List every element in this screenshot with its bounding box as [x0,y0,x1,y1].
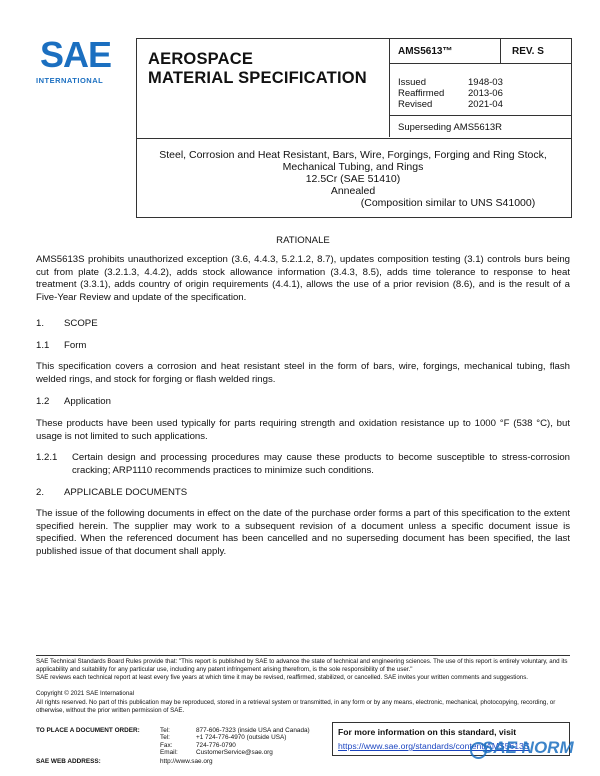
footer-rules-text: SAE Technical Standards Board Rules provide that: "This report is published by SAE to advance the state of technical and engineering sciences. The use of this report is entirely voluntary, and its applicability and suitability for any particular use, including any patent infringement arising therefrom, is the sole responsibility of the user." [36,658,568,673]
document-number: AMS5613™ [398,46,453,57]
copyright-text: Copyright © 2021 SAE International [36,690,135,697]
sae-logo [34,36,124,86]
footer-divider [36,655,570,656]
rights-text: All rights reserved. No part of this publication may be reproduced, stored in a retrieval system or transmitted, in any form or by any means, electronic, mechanical, photocopying, recording, or otherwise, without the prior written permission of SAE. [36,699,556,714]
web-link[interactable]: http://www.sae.org [160,758,213,765]
revision-label: REV. S [512,46,544,57]
watermark-text: SAE NORM [482,738,574,757]
section-2-heading: 2. APPLICABLE DOCUMENTS [36,487,188,498]
section-1-2-1-number: 1.2.1 [36,452,58,463]
section-1-2-1-text: Certain design and processing procedures may cause these products to become susceptible to stress-corrosion cracking; ARP1110 recommends practices to minimize such conditions. [72,452,570,476]
order-contact: TO PLACE A DOCUMENT ORDER: Tel: 877-606-7323 (inside USA and Canada) Tel: +1 724-776-4970 (outside USA) Fax: 724-776-0790 Email: CustomerService@sae.org [36,727,310,757]
section-1-2-heading: 1.2 Application [36,396,111,407]
document-type-title: AEROSPACE MATERIAL SPECIFICATION [148,50,367,87]
logo-subtitle: INTERNATIONAL [36,76,104,85]
section-1-2-text: These products have been used typically for parts requiring strength and oxidation resistance up to 1000 °F (538 °C), but usage is not limited to such applications. [36,418,570,442]
logo-text: SAE [40,34,112,75]
superseding-note: Superseding AMS5613R [398,122,503,133]
footer-review-text: SAE reviews each technical report at least every five years at which time it may be revised, reaffirmed, stabilized, or cancelled. SAE invites your written comments and suggestions. [36,674,529,681]
section-1-1-text: This specification covers a corrosion and heat resistant steel in the form of bars, wire, forgings, mechanical tubing, flash welded rings, and stock for forging or flash welded rings. [36,361,570,385]
section-1-heading: 1. SCOPE [36,318,98,329]
subject-title: Steel, Corrosion and Heat Resistant, Bars, Wire, Forgings, Forging and Ring Stock, Mechanical Tubing, and Rings 12.5Cr (SAE 51410) Annealed (Composition similar to UNS S41000) [159,149,547,209]
web-address: SAE WEB ADDRESS: http://www.sae.org [36,758,213,765]
document-dates: Issued 1948-03 Reaffirmed 2013-06 Revised 2021-04 [398,77,503,110]
email-link[interactable]: CustomerService@sae.org [196,749,273,757]
info-box-title: For more information on this standard, visit [338,727,517,737]
rationale-text: AMS5613S prohibits unauthorized exception (3.6, 4.4.3, 5.2.1.2, 8.7), updates composition testing (3.1) controls burs being cut from plate (3.2.1.3, 4.4.2), adds stock allowance information (3.4.3, 8.5), adds time tolerance to response to heat treatment (3.3.1), adds country of origin requirements (4.4.1), allows the use of a prior revision (8.6), and is the result of a Five-Year Review and update of the specification. [36,254,570,303]
section-1-1-heading: 1.1 Form [36,340,87,351]
section-2-text: The issue of the following documents in effect on the date of the purchase order forms a part of this specification to the extent specified herein. The supplier may work to a subsequent revision of a document unless a specific document issue is specified. When the referenced document has been cancelled and no superseding document has been specified, the last published issue of that document shall apply. [36,508,570,557]
rationale-heading: RATIONALE [276,235,330,246]
standard-link[interactable]: https://www.sae.org/standards/content/AMS5613S [338,741,530,751]
